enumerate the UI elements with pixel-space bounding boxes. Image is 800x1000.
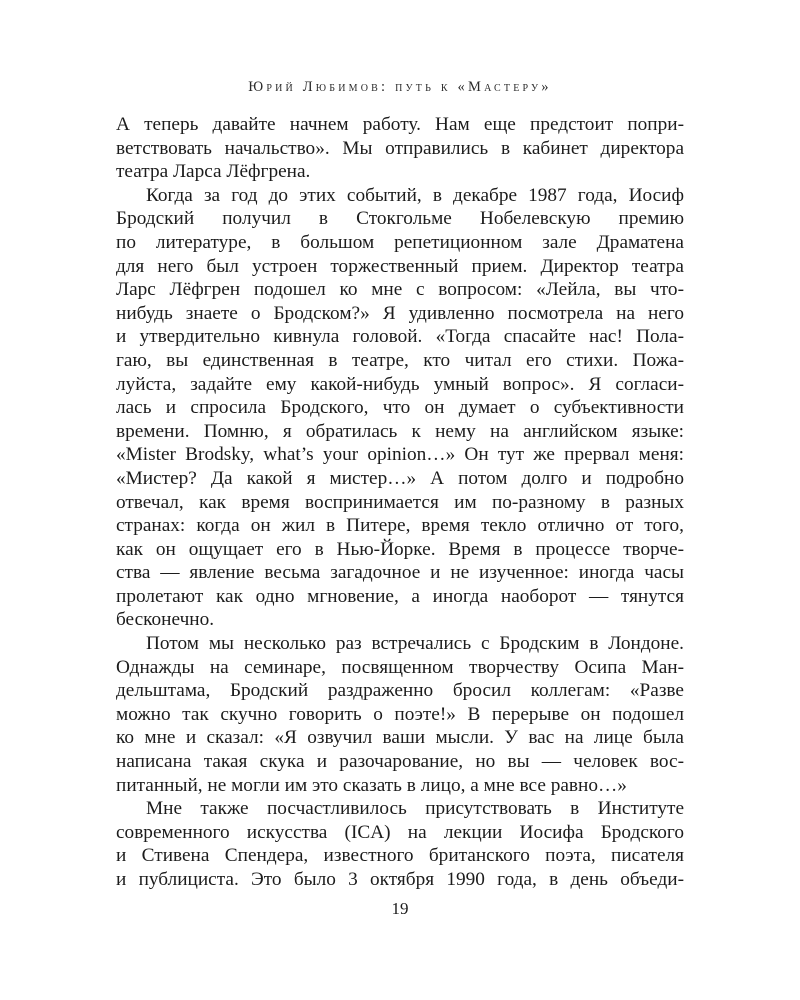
text-line: луйста, задайте ему какой-нибудь умный вопрос». Я согласи- <box>116 373 684 395</box>
text-line: А теперь давайте начнем работу. Нам еще предстоит попри- <box>116 114 684 135</box>
text-line: ко мне и сказал: «Я озвучил ваши мысли. У вас на лице была <box>116 727 684 749</box>
text-line: Однажды на семинаре, посвященном творчеству Осипа Ман- <box>116 656 684 678</box>
text-line: бесконечно. <box>116 609 215 631</box>
text-line: и Стивена Спендера, известного британского поэта, писателя <box>116 845 684 867</box>
text-line: Мне также посчастливилось присутствовать в Институте <box>146 798 684 820</box>
text-line: ства — явление весьма загадочное и не изученное: иногда часы <box>116 562 684 584</box>
running-header: Юрий Любимов: путь к «Мастеру» <box>248 79 552 95</box>
text-line: для него был устроен торжественный прием. Директор театра <box>116 255 684 277</box>
text-line: странах: когда он жил в Питере, время текло отлично от того, <box>116 515 684 537</box>
text-line: как он ощущает его в Нью-Йорке. Время в процессе творче- <box>116 538 684 560</box>
text-line: и утвердительно кивнула головой. «Тогда спасайте нас! Пола- <box>116 326 684 348</box>
text-line: Бродский получил в Стокгольме Нобелевскую премию <box>116 208 684 230</box>
text-line: театра Ларса Лёфгрена. <box>116 161 311 183</box>
text-line: написана такая скука и разочарование, но вы — человек вос- <box>116 751 684 773</box>
text-line: пролетают как одно мгновение, а иногда наоборот — тянутся <box>116 585 684 607</box>
text-line: по литературе, в большом репетиционном зале Драматена <box>116 231 684 253</box>
text-line: можно так скучно говорить о поэте!» В перерыве он подошел <box>116 703 684 725</box>
text-line: дельштама, Бродский раздраженно бросил коллегам: «Разве <box>116 680 684 702</box>
text-line: питанный, не могли им это сказать в лицо, а мне все равно…» <box>116 774 627 796</box>
body-text <box>116 113 684 892</box>
text-line: «Мистер? Да какой я мистер…» А потом долго и подробно <box>116 467 684 489</box>
text-line: нибудь знаете о Бродском?» Я удивленно посмотрела на него <box>116 302 684 324</box>
text-line: и публициста. Это было 3 октября 1990 года, в день объеди- <box>116 869 684 890</box>
text-line: современного искусства (ICA) на лекции Иосифа Бродского <box>116 821 684 843</box>
text-line: Потом мы несколько раз встречались с Бродским в Лондоне. <box>146 633 684 655</box>
text-line: «Mister Brodsky, what’s your opinion…» Он тут же прервал меня: <box>116 444 684 466</box>
text-line: Когда за год до этих событий, в декабре 1987 года, Иосиф <box>146 184 684 206</box>
text-line: ветствовать начальство». Мы отправились в кабинет директора <box>116 137 684 159</box>
page-number: 19 <box>391 899 409 918</box>
text-line: лась и спросила Бродского, что он думает о субъективности <box>116 397 684 419</box>
text-line: времени. Помню, я обратилась к нему на английском языке: <box>116 420 684 442</box>
text-line: Ларс Лёфгрен подошел ко мне с вопросом: «Лейла, вы что- <box>116 279 684 301</box>
text-line: отвечал, как время воспринимается им по-разному в разных <box>116 491 684 513</box>
text-line: гаю, вы единственная в театре, кто читал его стихи. Пожа- <box>116 349 684 371</box>
